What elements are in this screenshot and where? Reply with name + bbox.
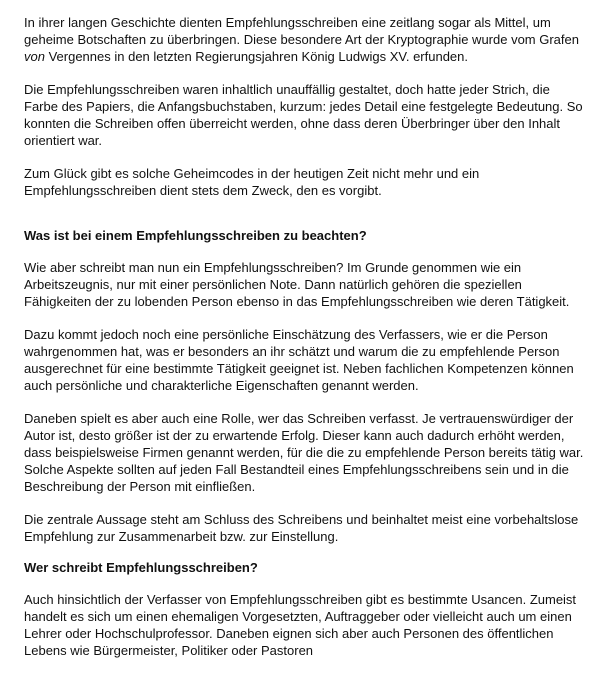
section-heading-authors: Wer schreibt Empfehlungsschreiben?: [24, 560, 258, 575]
paragraph-conclusion: Die zentrale Aussage steht am Schluss des Schreibens und beinhaltet meist eine vorbehaltslose Empfehlung zur Zusammenarbeit bzw. zur Einstellung.: [24, 512, 579, 544]
paragraph-today: Zum Glück gibt es solche Geheimcodes in der heutigen Zeit nicht mehr und ein Empfehlungsschreiben dient stets dem Zweck, den es vorgibt.: [24, 166, 480, 198]
paragraph-history-emphasis: von: [24, 49, 45, 64]
paragraph-history: [24, 14, 584, 65]
section-heading-considerations: Was ist bei einem Empfehlungsschreiben zu beachten?: [24, 228, 367, 243]
paragraph-meaning: Die Empfehlungsschreiben waren inhaltlich unauffällig gestaltet, doch hatte jeder Strich, die Farbe des Papiers, die Anfangsbuchstaben, kurzum: jedes Detail eine festgelegte Bedeutung. So konnten die Schreiben offen überreicht werden, ohne dass deren Überbringer über den Inhalt orientiert war.: [24, 82, 583, 148]
paragraph-history-text-start: In ihrer langen Geschichte dienten Empfehlungsschreiben eine zeitlang sogar als Mittel, um geheime Botschaften zu überbringen. Diese besondere Art der Kryptographie wurde vom Grafen: [24, 15, 579, 47]
paragraph-history-text-end: Vergennes in den letzten Regierungsjahren König Ludwigs XV. erfunden.: [44, 49, 469, 64]
paragraph-authors: Auch hinsichtlich der Verfasser von Empfehlungsschreiben gibt es bestimmte Usancen. Zumeist handelt es sich um einen ehemaligen Vorgesetzten, Auftraggeber oder vielleicht auch um einen Lehrer oder Hochschulprofessor. Daneben eignen sich aber auch Personen des öffentlichen Lebens wie Bürgermeister, Politiker oder Pastoren: [24, 592, 577, 658]
paragraph-author-role: Daneben spielt es aber auch eine Rolle, wer das Schreiben verfasst. Je vertrauenswürdiger der Autor ist, desto größer ist der zu erwartende Erfolg. Dieser kann auch dadurch erhöht werden, dass beispielsweise Firmen genannt werden, für die die zu empfehlende Person bereits tätig war. Solche Aspekte sollten auf jeden Fall Bestandteil eines Empfehlungsschreibens sein und in die Beschreibung der Person mit einfließen.: [24, 411, 584, 494]
paragraph-how-to-write: Wie aber schreibt man nun ein Empfehlungsschreiben? Im Grunde genommen wie ein Arbeitszeugnis, nur mit einer persönlichen Note. Dann natürlich gehören die speziellen Fähigkeiten der zu lobenden Person ebenso in das Empfehlungsschreiben wie deren Tätigkeit.: [24, 260, 570, 309]
paragraph-personal-assessment: Dazu kommt jedoch noch eine persönliche Einschätzung des Verfassers, wie er die Person wahrgenommen hat, was er besonders an ihr schätzt und warum die zu empfehlende Person ausgerechnet für eine bestimmte Tätigkeit geeignet ist. Neben fachlichen Kompetenzen können auch persönliche und charakterliche Eigenschaften genannt werden.: [24, 327, 574, 393]
document-body: [24, 14, 584, 675]
